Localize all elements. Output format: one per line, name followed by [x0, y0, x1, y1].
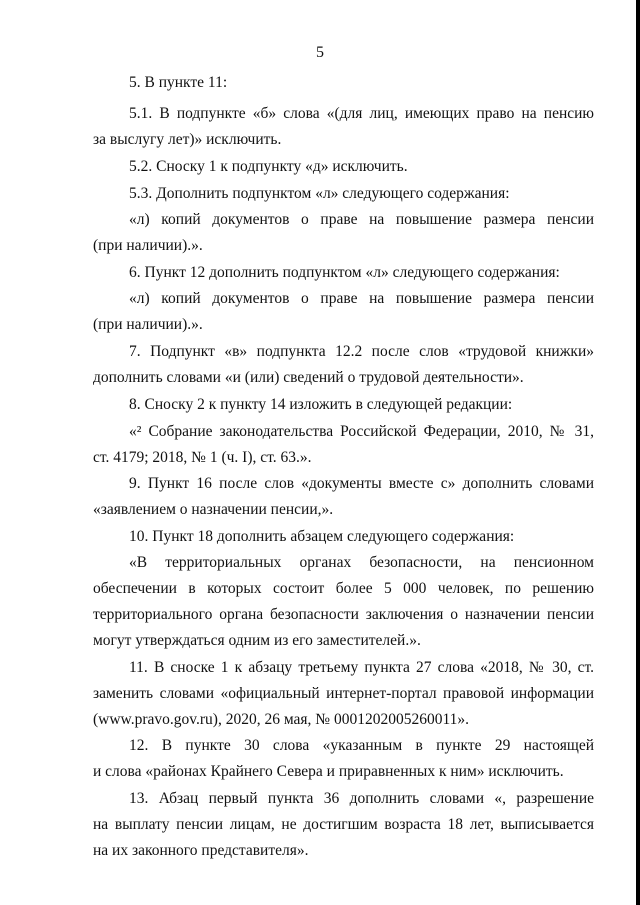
text-line: (при наличии).».: [93, 237, 203, 254]
text-line: на выплату пенсии лицам, не достигшим возраста 18 лет, выписывается: [93, 816, 594, 833]
text-line: 9. Пункт 16 после слов «документы вместе с» дополнить словами: [129, 475, 594, 492]
text-line: 10. Пункт 18 дополнить абзацем следующего содержания:: [129, 528, 515, 545]
text-line: «л) копий документов о праве на повышение размера пенсии: [129, 290, 594, 307]
text-line: «заявлением о назначении пенсии,».: [93, 501, 334, 518]
text-line: «л) копий документов о праве на повышение размера пенсии: [129, 211, 594, 228]
text-line: (www.pravo.gov.ru), 2020, 26 мая, № 0001202005260011».: [93, 711, 470, 728]
text-line: на их законного представителя».: [93, 842, 309, 859]
text-line: дополнить словами «и (или) сведений о трудовой деятельности».: [93, 369, 524, 386]
scan-edge: [636, 0, 640, 905]
text-line: «В территориальных органах безопасности, на пенсионном: [129, 554, 594, 571]
text-line: (при наличии).».: [93, 316, 203, 333]
text-line: 5.2. Сноску 1 к подпункту «д» исключить.: [129, 158, 408, 175]
text-line: 6. Пункт 12 дополнить подпунктом «л» следующего содержания:: [129, 264, 560, 281]
text-line: 8. Сноску 2 к пункту 14 изложить в следующей редакции:: [129, 396, 513, 413]
text-line: 12. В пункте 30 слова «указанным в пункте 29 настоящей: [129, 737, 594, 754]
text-line: 5.3. Дополнить подпунктом «л» следующего содержания:: [129, 185, 510, 202]
text-line: «² Собрание законодательства Российской Федерации, 2010, № 31,: [129, 423, 594, 440]
text-line: заменить словами «официальный интернет-портал правовой информации: [93, 685, 594, 702]
page-number: 5: [316, 44, 324, 61]
text-line: обеспечении в которых состоит более 5 000 человек, по решению: [93, 580, 594, 597]
text-line: 7. Подпункт «в» подпункта 12.2 после слов «трудовой книжки»: [129, 343, 594, 360]
text-line: 5. В пункте 11:: [129, 74, 228, 91]
text-line: могут утверждаться одним из его заместителей.».: [93, 632, 421, 649]
text-line: ст. 4179; 2018, № 1 (ч. I), ст. 63.».: [93, 449, 312, 466]
text-line: 13. Абзац первый пункта 36 дополнить словами «, разрешение: [129, 790, 594, 807]
text-line: и слова «районах Крайнего Севера и приравненных к ним» исключить.: [93, 763, 564, 780]
text-line: за выслугу лет)» исключить.: [93, 131, 282, 148]
text-line: территориального органа безопасности заключения о назначении пенсии: [93, 606, 594, 623]
text-line: 11. В сноске 1 к абзацу третьему пункта 27 слова «2018, № 30, ст.: [129, 659, 594, 676]
text-line: 5.1. В подпункте «б» слова «(для лиц, имеющих право на пенсию: [129, 105, 594, 122]
